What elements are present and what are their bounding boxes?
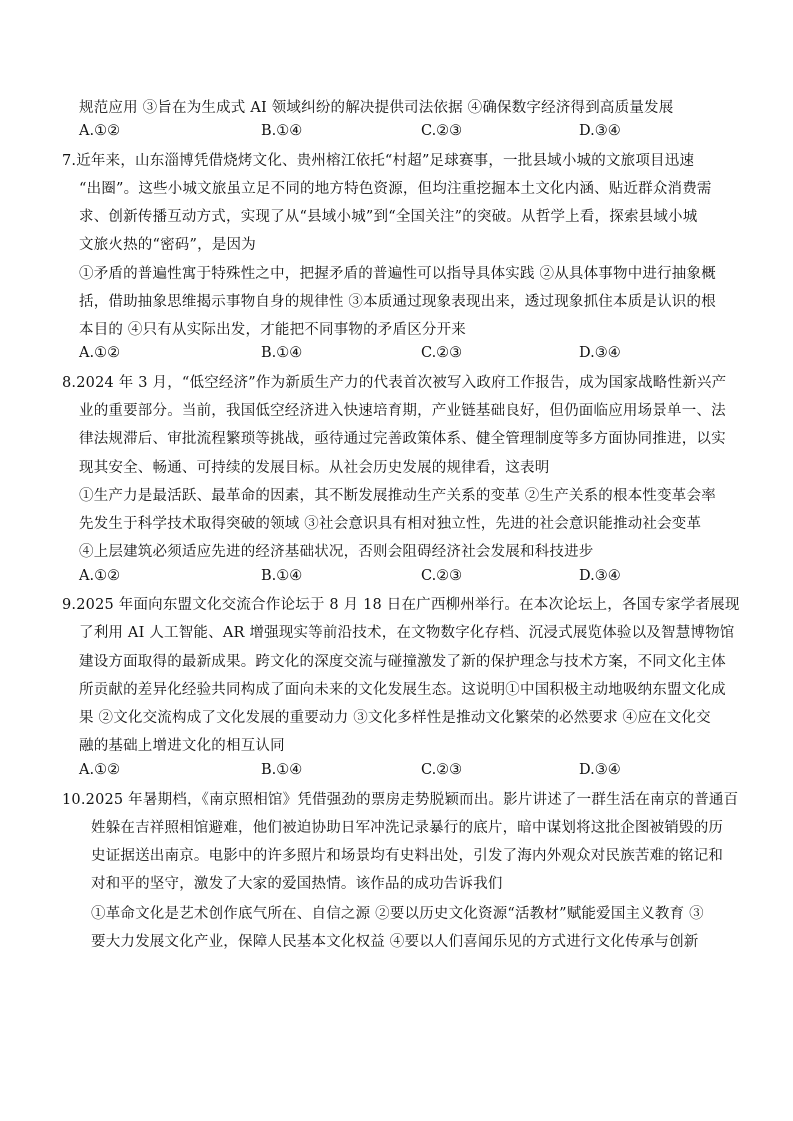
q7-option-c: C.②③ (421, 345, 463, 361)
q10-statement-line: 要大力发展文化产业，保障人民基本文化权益 ④要以人们喜闻乐见的方式进行文化传承与创新 (91, 934, 699, 950)
q6-option-a: A.①② (79, 123, 121, 139)
q9-statement-line: 融的基础上增进文化的相互认同 (79, 738, 285, 754)
q8-option-d: D.③④ (579, 568, 621, 584)
q8-statement-line: ④上层建筑必须适应先进的经济基础状况，否则会阻碍经济社会发展和科技进步 (79, 544, 594, 560)
q7-stem-line: 文旅火热的“密码”，是因为 (79, 237, 256, 253)
q8-statement-line: 先发生于科学技术取得突破的领域 ③社会意识具有相对独立性，先进的社会意识能推动社会变革 (79, 516, 702, 532)
q9-stem-line: 9.2025 年面向东盟文化交流合作论坛于 8 月 18 日在广西柳州举行。在本次论坛上，各国专家学者展现 (62, 597, 740, 613)
q7-option-d: D.③④ (579, 345, 621, 361)
q9-stem-line: 所贡献的差异化经验共同构成了面向未来的文化发展生态。这说明①中国积极主动地吸纳东盟文化成 (79, 682, 726, 698)
q7-statement-line: 本目的 ④只有从实际出发，才能把不同事物的矛盾区分开来 (79, 322, 467, 338)
q8-stem-line: 律法规滞后、审批流程繁琐等挑战，亟待通过完善政策体系、健全管理制度等多方面协同推进，以实 (79, 431, 726, 447)
q10-stem-line: 10.2025 年暑期档，《南京照相馆》凭借强劲的票房走势脱颖而出。影片讲述了一群生活在南京的普通百 (62, 792, 739, 808)
q6-option-d: D.③④ (579, 123, 621, 139)
q10-stem-line: 对和平的坚守，激发了大家的爱国热情。该作品的成功告诉我们 (91, 876, 503, 892)
q9-stem-line: 了利用 AI 人工智能、AR 增强现实等前沿技术，在文物数字化存档、沉浸式展览体验以及智慧博物馆 (79, 625, 735, 641)
q10-stem-line: 姓躲在吉祥照相馆避难，他们被迫协助日军冲洗记录暴行的底片，暗中谋划将这批企图被销毁的历 (91, 820, 724, 836)
q9-statement-line: 果 ②文化交流构成了文化发展的重要动力 ③文化多样性是推动文化繁荣的必然要求 ④应在文化交 (79, 710, 711, 726)
q9-option-a: A.①② (79, 762, 121, 778)
q7-option-b: B.①④ (261, 345, 303, 361)
q8-statement-line: ①生产力是最活跃、最革命的因素，其不断发展推动生产关系的变革 ②生产关系的根本性变革会率 (79, 488, 716, 504)
q7-statement-line: 括，借助抽象思维揭示事物自身的规律性 ③本质通过现象表现出来，透过现象抓住本质是认识的根 (79, 294, 716, 310)
q8-stem-line: 现其安全、畅通、可持续的发展目标。从社会历史发展的规律看，这表明 (79, 460, 550, 476)
q8-stem-line: 业的重要部分。当前，我国低空经济进入快速培育期，产业链基础良好，但仍面临应用场景单一、法 (79, 403, 726, 419)
q9-option-b: B.①④ (261, 762, 303, 778)
q7-option-a: A.①② (79, 345, 121, 361)
q6-option-b: B.①④ (261, 123, 303, 139)
q9-stem-line: 建设方面取得的最新成果。跨文化的深度交流与碰撞激发了新的保护理念与技术方案，不同文化主体 (79, 654, 726, 670)
q7-stem-line: “出圈”。这些小城文旅虽立足不同的地方特色资源，但均注重挖掘本土文化内涵、贴近群众消费需 (79, 181, 712, 197)
q6-statement-line: 规范应用 ③旨在为生成式 AI 领域纠纷的解决提供司法依据 ④确保数字经济得到高质量发展 (79, 100, 674, 116)
q9-option-c: C.②③ (421, 762, 463, 778)
q7-stem-line: 7.近年来，山东淄博凭借烧烤文化、贵州榕江依托“村超”足球赛事，一批县域小城的文旅项目迅速 (62, 153, 695, 169)
q8-option-c: C.②③ (421, 568, 463, 584)
q7-stem-line: 求、创新传播互动方式，实现了从“县域小城”到“全国关注”的突破。从哲学上看，探索县域小城 (79, 209, 698, 225)
q7-statement-line: ①矛盾的普遍性寓于特殊性之中，把握矛盾的普遍性可以指导具体实践 ②从具体事物中进行抽象概 (79, 266, 716, 282)
q6-option-c: C.②③ (421, 123, 463, 139)
q8-option-a: A.①② (79, 568, 121, 584)
q10-statement-line: ①革命文化是艺术创作底气所在、自信之源 ②要以历史文化资源“活教材”赋能爱国主义教育 ③ (91, 906, 704, 922)
q8-option-b: B.①④ (261, 568, 303, 584)
q8-stem-line: 8.2024 年 3 月，“低空经济”作为新质生产力的代表首次被写入政府工作报告，成为国家战略性新兴产 (62, 375, 727, 391)
q10-stem-line: 史证据送出南京。电影中的许多照片和场景均有史料出处，引发了海内外观众对民族苦难的铭记和 (91, 848, 724, 864)
q9-option-d: D.③④ (579, 762, 621, 778)
